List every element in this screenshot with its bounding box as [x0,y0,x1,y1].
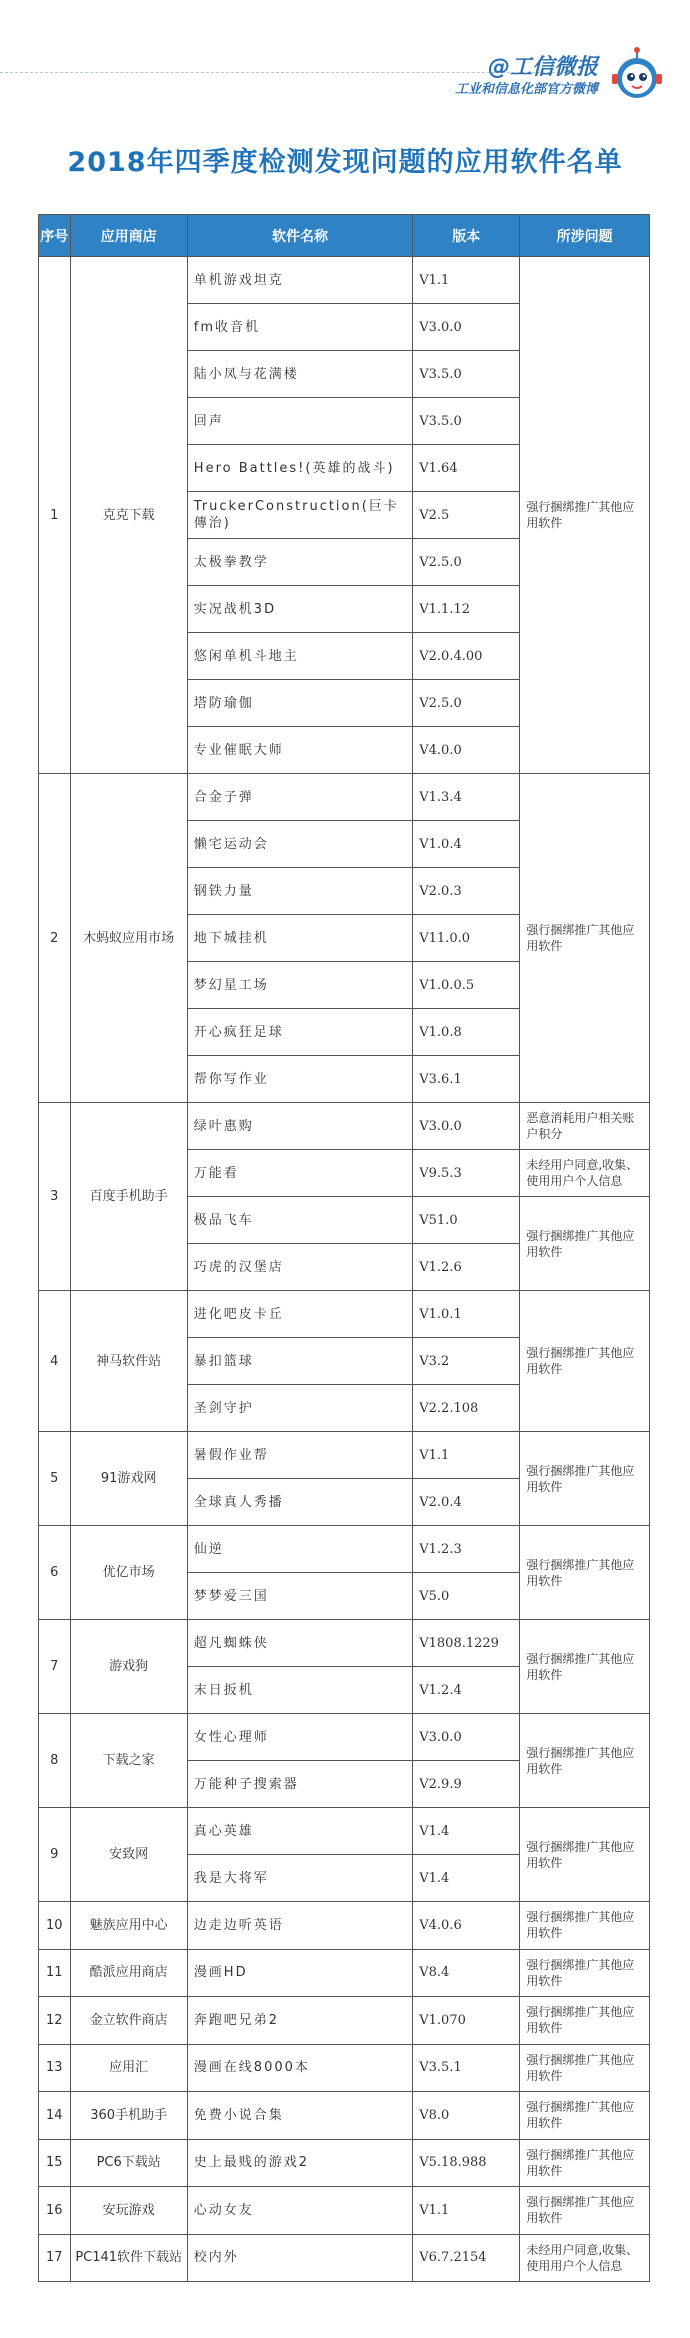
app-name: 钢铁力量 [187,868,412,915]
app-name: 漫画HD [187,1949,412,1997]
table-row [39,2139,650,2187]
store-name: 优亿市场 [70,1526,187,1620]
app-name: 太极拳教学 [187,539,412,586]
app-name: 回声 [187,398,412,445]
column-header: 应用商店 [70,215,187,257]
app-name: 仙逆 [187,1526,412,1573]
app-name: 真心英雄 [187,1808,412,1855]
app-version: V51.0 [413,1197,520,1244]
row-number: 5 [39,1432,71,1526]
app-version: V2.0.3 [413,868,520,915]
app-version: V2.5.0 [413,539,520,586]
app-version: V2.9.9 [413,1761,520,1808]
app-version: V6.7.2154 [413,2234,520,2282]
app-name: 暴扣篮球 [187,1338,412,1385]
issue-text: 恶意消耗用户相关账户积分 [520,1103,650,1150]
app-name: 单机游戏坦克 [187,257,412,304]
app-name: 悠闲单机斗地主 [187,633,412,680]
app-version: V1.1 [413,2187,520,2235]
app-name: 极品飞车 [187,1197,412,1244]
table-row [39,1620,650,1667]
app-version: V3.5.1 [413,2044,520,2092]
store-name: 金立软件商店 [70,1997,187,2045]
app-list-table [38,214,650,2282]
store-name: 游戏狗 [70,1620,187,1714]
app-version: V1.0.8 [413,1009,520,1056]
page-title: 2018年四季度检测发现问题的应用软件名单 [67,147,623,178]
issue-text: 强行捆绑推广其他应用软件 [520,1997,650,2045]
app-version: V5.0 [413,1573,520,1620]
row-number: 6 [39,1526,71,1620]
table-row [39,2044,650,2092]
app-name: 专业催眠大师 [187,727,412,774]
table-row [39,774,650,821]
app-name: 万能看 [187,1150,412,1197]
issue-text: 强行捆绑推广其他应用软件 [520,1432,650,1526]
table-body [39,257,650,2282]
app-version: V1.4 [413,1855,520,1902]
header-divider [0,72,560,73]
app-name: 末日扳机 [187,1667,412,1714]
app-version: V4.0.6 [413,1902,520,1950]
issue-text: 强行捆绑推广其他应用软件 [520,1714,650,1808]
store-name: 酷派应用商店 [70,1949,187,1997]
store-name: 安玩游戏 [70,2187,187,2235]
app-name: 漫画在线8000本 [187,2044,412,2092]
app-version: V2.5.0 [413,680,520,727]
app-version: V1.070 [413,1997,520,2045]
issue-text: 强行捆绑推广其他应用软件 [520,257,650,774]
table-row [39,1902,650,1950]
table-row [39,2092,650,2140]
app-name: 心动女友 [187,2187,412,2235]
column-header: 序号 [39,215,71,257]
app-version: V9.5.3 [413,1150,520,1197]
app-version: V3.0.0 [413,1103,520,1150]
issue-text: 强行捆绑推广其他应用软件 [520,1526,650,1620]
app-name: 奔跑吧兄弟2 [187,1997,412,2045]
app-list-table-container [38,214,650,2282]
store-name: 魅族应用中心 [70,1902,187,1950]
store-name: 安致网 [70,1808,187,1902]
issue-text: 强行捆绑推广其他应用软件 [520,1197,650,1291]
app-name: 圣剑守护 [187,1385,412,1432]
app-name: 合金子弹 [187,774,412,821]
app-name: 陆小凤与花满楼 [187,351,412,398]
column-header: 所涉问题 [520,215,650,257]
app-version: V1.1 [413,1432,520,1479]
app-name: 校内外 [187,2234,412,2282]
row-number: 7 [39,1620,71,1714]
app-version: V1.3.4 [413,774,520,821]
app-version: V8.4 [413,1949,520,1997]
app-name: 梦幻星工场 [187,962,412,1009]
app-version: V11.0.0 [413,915,520,962]
app-version: V3.5.0 [413,351,520,398]
issue-text: 强行捆绑推广其他应用软件 [520,2187,650,2235]
app-version: V1.2.3 [413,1526,520,1573]
app-version: V3.2 [413,1338,520,1385]
app-version: V1.4 [413,1808,520,1855]
row-number: 8 [39,1714,71,1808]
app-name: 帮你写作业 [187,1056,412,1103]
app-version: V1.2.4 [413,1667,520,1714]
store-name: PC6下载站 [70,2139,187,2187]
issue-text: 强行捆绑推广其他应用软件 [520,2139,650,2187]
issue-text: 强行捆绑推广其他应用软件 [520,1808,650,1902]
issue-text: 强行捆绑推广其他应用软件 [520,2044,650,2092]
row-number: 1 [39,257,71,774]
app-version: V1.1.12 [413,586,520,633]
app-name: 开心疯狂足球 [187,1009,412,1056]
app-name: 超凡蜘蛛侠 [187,1620,412,1667]
store-name: 神马软件站 [70,1291,187,1432]
app-version: V2.2.108 [413,1385,520,1432]
app-name: TruckerConstruction(巨卡傳治) [187,492,412,539]
table-row [39,1808,650,1855]
row-number: 4 [39,1291,71,1432]
app-version: V1.0.1 [413,1291,520,1338]
app-name: fm收音机 [187,304,412,351]
table-row [39,1291,650,1338]
page-header [0,0,690,110]
app-name: 实况战机3D [187,586,412,633]
app-name: 懒宅运动会 [187,821,412,868]
app-name: 梦梦爱三国 [187,1573,412,1620]
store-name: 360手机助手 [70,2092,187,2140]
row-number: 14 [39,2092,71,2140]
table-row [39,1997,650,2045]
app-name: 边走边听英语 [187,1902,412,1950]
app-name: 万能种子搜索器 [187,1761,412,1808]
table-row [39,1526,650,1573]
row-number: 3 [39,1103,71,1291]
table-row [39,257,650,304]
row-number: 9 [39,1808,71,1902]
app-version: V3.6.1 [413,1056,520,1103]
app-version: V2.0.4.00 [413,633,520,680]
store-name: PC141软件下载站 [70,2234,187,2282]
app-version: V1.64 [413,445,520,492]
column-header: 版本 [413,215,520,257]
row-number: 2 [39,774,71,1103]
app-version: V4.0.0 [413,727,520,774]
issue-text: 未经用户同意,收集、使用用户个人信息 [520,2234,650,2282]
issue-text: 强行捆绑推广其他应用软件 [520,774,650,1103]
app-version: V3.0.0 [413,304,520,351]
app-version: V3.5.0 [413,398,520,445]
app-version: V5.18.988 [413,2139,520,2187]
brand-name: @工信微报 [487,55,598,80]
store-name: 应用汇 [70,2044,187,2092]
table-row [39,1432,650,1479]
app-version: V1.2.6 [413,1244,520,1291]
app-version: V2.5 [413,492,520,539]
brand-subtitle: 工业和信息化部官方微博 [454,82,598,97]
row-number: 15 [39,2139,71,2187]
store-name: 木蚂蚁应用市场 [70,774,187,1103]
row-number: 12 [39,1997,71,2045]
app-name: Hero Battles!(英雄的战斗) [187,445,412,492]
row-number: 13 [39,2044,71,2092]
app-name: 绿叶惠购 [187,1103,412,1150]
row-number: 10 [39,1902,71,1950]
table-row [39,1949,650,1997]
app-name: 免费小说合集 [187,2092,412,2140]
robot-mascot-icon [606,46,668,102]
app-name: 全球真人秀播 [187,1479,412,1526]
store-name: 百度手机助手 [70,1103,187,1291]
issue-text: 强行捆绑推广其他应用软件 [520,2092,650,2140]
row-number: 16 [39,2187,71,2235]
table-row [39,2187,650,2235]
column-header: 软件名称 [187,215,412,257]
app-name: 巧虎的汉堡店 [187,1244,412,1291]
table-header-row [39,215,650,257]
table-row [39,1103,650,1150]
app-name: 进化吧皮卡丘 [187,1291,412,1338]
app-name: 女性心理师 [187,1714,412,1761]
app-name: 塔防瑜伽 [187,680,412,727]
issue-text: 强行捆绑推广其他应用软件 [520,1902,650,1950]
app-name: 我是大将军 [187,1855,412,1902]
row-number: 11 [39,1949,71,1997]
app-version: V2.0.4 [413,1479,520,1526]
app-version: V1808.1229 [413,1620,520,1667]
app-name: 地下城挂机 [187,915,412,962]
issue-text: 未经用户同意,收集、使用用户个人信息 [520,1150,650,1197]
app-version: V1.0.4 [413,821,520,868]
app-version: V8.0 [413,2092,520,2140]
issue-text: 强行捆绑推广其他应用软件 [520,1620,650,1714]
row-number: 17 [39,2234,71,2282]
app-version: V1.1 [413,257,520,304]
table-row [39,2234,650,2282]
store-name: 91游戏网 [70,1432,187,1526]
store-name: 克克下载 [70,257,187,774]
issue-text: 强行捆绑推广其他应用软件 [520,1291,650,1432]
store-name: 下载之家 [70,1714,187,1808]
issue-text: 强行捆绑推广其他应用软件 [520,1949,650,1997]
app-name: 暑假作业帮 [187,1432,412,1479]
app-version: V3.0.0 [413,1714,520,1761]
app-version: V1.0.0.5 [413,962,520,1009]
app-name: 史上最贱的游戏2 [187,2139,412,2187]
table-row [39,1714,650,1761]
